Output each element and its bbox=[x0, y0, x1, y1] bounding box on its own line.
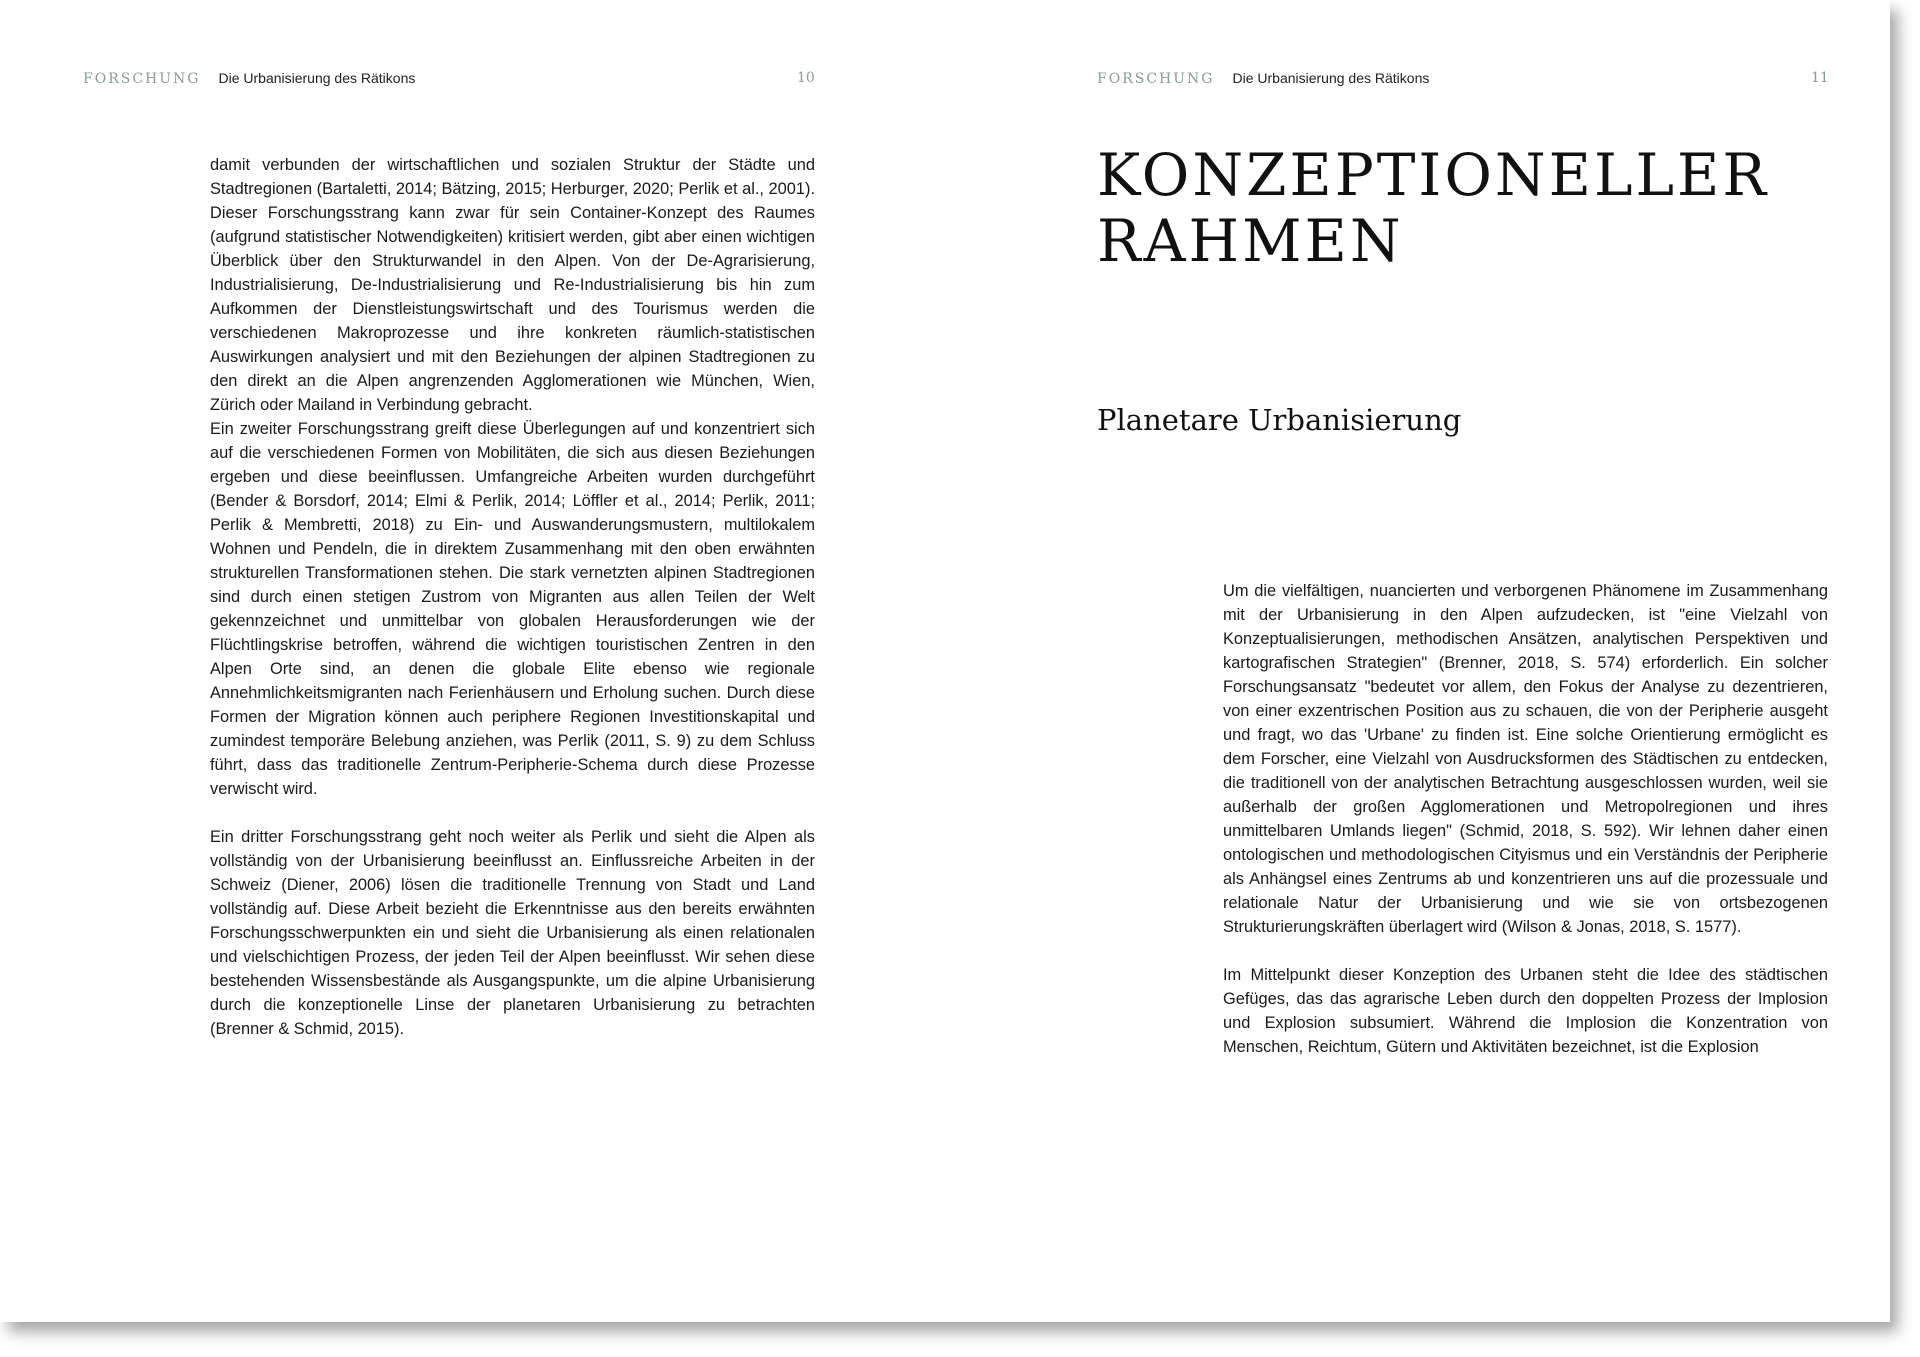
page-number: 10 bbox=[797, 70, 815, 86]
left-page bbox=[0, 0, 945, 1322]
header-title: Die Urbanisierung des Rätikons bbox=[218, 70, 416, 86]
page-number: 11 bbox=[1811, 70, 1829, 86]
body-text bbox=[1223, 579, 1828, 1059]
chapter-title bbox=[1097, 142, 1857, 274]
chapter-title-line: KONZEPTIONELLER bbox=[1097, 141, 1770, 209]
paragraph: damit verbunden der wirtschaftlichen und sozialen Struktur der Städte und Stadtregionen (Bartaletti, 2014; Bätzing, 2015; Herburger, 2020; Perlik et al., 2001). Dieser Forschungsstrang kann zwar für sein Container-Konzept des Raumes (aufgrund statistischer Notwendigkeiten) kritisiert werden, gibt aber einen wichtigen Überblick über den Strukturwandel in den Alpen. Von der De-Agrarisierung, Industrialisierung, De-Industrialisierung und Re-Industrialisierung bis hin zum Aufkommen der Dienstleistungswirtschaft und des Tourismus werden die verschiedenen Makroprozesse und ihre konkreten räumlich-statistischen Auswirkungen analysiert und mit den Beziehungen der alpinen Stadtregionen zu den direkt an die Alpen angrenzenden Agglomerationen wie München, Wien, Zürich oder Mailand in Verbindung gebracht. bbox=[210, 156, 816, 414]
running-header bbox=[1097, 70, 1429, 90]
paragraph: Ein zweiter Forschungsstrang greift diese Überlegungen auf und konzentriert sich auf die verschiedenen Formen von Mobilitäten, die sich aus diesen Beziehungen ergeben und diese beeinflussen. Umfangreiche Arbeiten wurden durchgeführt (Bender & Borsdorf, 2014; Elmi & Perlik, 2014; Löffler et al., 2014; Perlik, 2011; Perlik & Membretti, 2018) zu Ein- und Auswanderungsmustern, multilokalem Wohnen und Pendeln, die in direktem Zusammenhang mit den oben erwähnten strukturellen Transformationen stehen. Die stark vernetzten alpinen Stadtregionen sind durch einen stetigen Zustrom von Migranten aus allen Teilen der Welt gekennzeichnet und unmittelbar von globalen Herausforderungen wie der Flüchtlingskrise betroffen, während die wichtigen touristischen Zentren in den Alpen Orte sind, an denen die globale Elite ebenso wie regionale Annehmlichkeitsmigranten nach Ferienhäusern und Erholung suchen. Durch diese Formen der Migration können auch periphere Regionen Investitionskapital und zumindest temporäre Belebung anziehen, was Perlik (2011, S. 9) zu dem Schluss führt, dass das traditionelle Zentrum-Peripherie-Schema durch diese Prozesse verwischt wird. bbox=[210, 420, 815, 798]
paragraph: Im Mittelpunkt dieser Konzeption des Urbanen steht die Idee des städtischen Gefüges, das das agrarische Leben durch den doppelten Prozess der Implosion und Explosion subsumiert. Während die Implosion die Konzentration von Menschen, Reichtum, Gütern und Aktivitäten bezeichnet, ist die Explosion bbox=[1223, 966, 1828, 1056]
paragraph: Ein dritter Forschungsstrang geht noch weiter als Perlik und sieht die Alpen als vollständig von der Urbanisierung beeinflusst an. Einflussreiche Arbeiten in der Schweiz (Diener, 2006) lösen die traditionelle Trennung von Stadt und Land vollständig auf. Diese Arbeit bezieht die Erkenntnisse aus den bereits erwähnten Forschungsschwerpunkten ein und sieht die Urbanisierung als einen relationalen und vielschichtigen Prozess, der jeden Teil der Alpen beeinflusst. Wir sehen diese bestehenden Wissensbestände als Ausgangspunkte, um die alpine Urbanisierung durch die konzeptionelle Linse der planetaren Urbanisierung zu betrachten (Brenner & Schmid, 2015). bbox=[210, 828, 815, 1038]
header-section: FORSCHUNG bbox=[83, 71, 201, 87]
paragraph: Um die vielfältigen, nuancierten und verborgenen Phänomene im Zusammenhang mit der Urbanisierung in den Alpen aufzudecken, ist "eine Vielzahl von Konzeptualisierungen, methodischen Ansätzen, analytischen Perspektiven und kartografischen Strategien" (Brenner, 2018, S. 574) erforderlich. Ein solcher Forschungsansatz "bedeutet vor allem, den Fokus der Analyse zu dezentrieren, von einer exzentrischen Position aus zu schauen, die von der Peripherie ausgeht und fragt, wo das 'Urbane' zu finden ist. Eine solche Orientierung ermöglicht es dem Forscher, eine Vielzahl von Ausdrucksformen des Städtischen zu entdecken, die traditionell von der analytischen Betrachtung ausgeschlossen wurden, weil sie außerhalb der großen Agglomerationen und Metropolregionen und ihres unmittelbaren Umlands liegen" (Schmid, 2018, S. 592). Wir lehnen daher einen ontologischen und methodologischen Cityismus und ein Verständnis der Peripherie als Anhängsel eines Zentrums ab und konzentrieren uns auf die prozessuale und relationale Natur der Urbanisierung und wie sie von ortsbezogenen Strukturierungskräften überlagert wird (Wilson & Jonas, 2018, S. 1577). bbox=[1223, 582, 1828, 936]
section-title: Planetare Urbanisierung bbox=[1097, 403, 1462, 437]
chapter-title-line: RAHMEN bbox=[1097, 207, 1404, 275]
body-text bbox=[210, 153, 815, 1041]
running-header bbox=[83, 70, 415, 90]
header-section: FORSCHUNG bbox=[1097, 71, 1215, 87]
header-title: Die Urbanisierung des Rätikons bbox=[1232, 70, 1430, 86]
